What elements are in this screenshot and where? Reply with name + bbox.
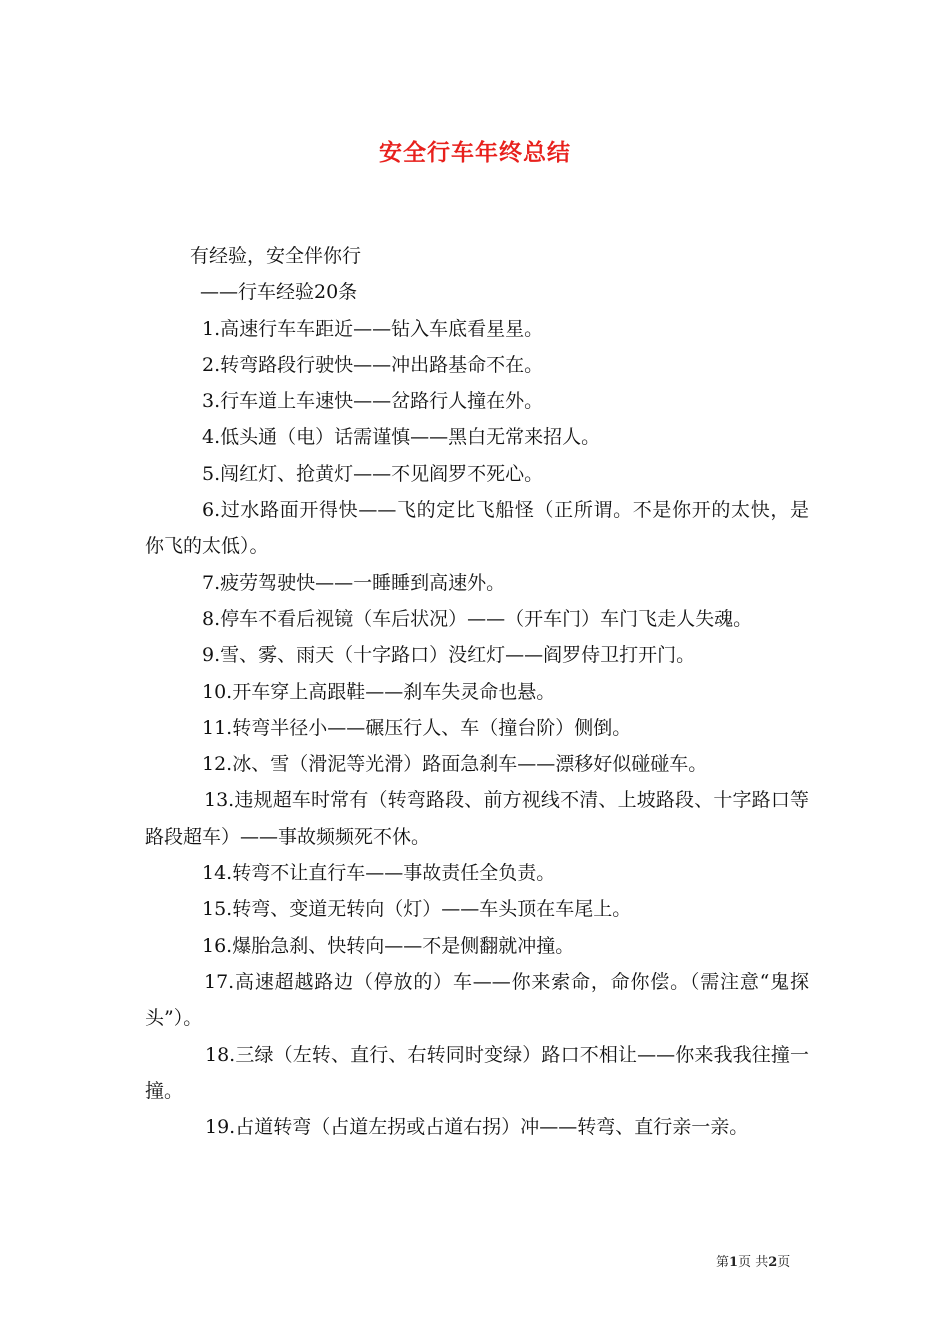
list-item: 18.三绿（左转、直行、右转同时变绿）路口不相让——你来我我往撞一撞。 [145, 1043, 809, 1102]
list-item: 19.占道转弯（占道左拐或占道右拐）冲——转弯、直行亲一亲。 [205, 1116, 749, 1139]
list-item: 10.开车穿上高跟鞋——刹车失灵命也悬。 [202, 680, 556, 703]
page-middle: 页 共 [738, 1255, 769, 1270]
list-item: 9.雪、雾、雨天（十字路口）没红灯——阎罗侍卫打开门。 [202, 644, 696, 667]
list-item: 13.违规超车时常有（转弯路段、前方视线不清、上坡路段、十字路口等路段超车）——事故频频死不休。 [145, 789, 809, 848]
list-item: 3.行车道上车速快——岔路行人撞在外。 [202, 390, 544, 413]
list-item: 7.疲劳驾驶快——一睡睡到高速外。 [202, 571, 506, 594]
current-page-number: 1 [729, 1255, 739, 1270]
list-item: 16.爆胎急刹、快转向——不是侧翻就冲撞。 [202, 934, 575, 957]
page-prefix: 第 [716, 1255, 730, 1270]
subtitle-line: 有经验，安全伴你行 [190, 245, 362, 267]
list-item: 6.过水路面开得快——飞的定比飞船怪（正所谓。不是你开的太快，是你飞的太低）。 [145, 499, 809, 558]
page-number [716, 1251, 790, 1270]
total-pages-number: 2 [768, 1255, 778, 1270]
subtitle-sub-line: ——行车经验20条 [200, 281, 358, 304]
list-item: 1.高速行车车距近——钻入车底看星星。 [202, 317, 544, 340]
list-item: 12.冰、雪（滑泥等光滑）路面急刹车——漂移好似碰碰车。 [202, 753, 708, 776]
list-item: 2.转弯路段行驶快——冲出路基命不在。 [202, 353, 544, 376]
list-item: 14.转弯不让直行车——事故责任全负责。 [202, 862, 556, 885]
list-item: 17.高速超越路边（停放的）车——你来索命，命你偿。（需注意“鬼探头”）。 [145, 970, 809, 1030]
document-title: 安全行车年终总结 [379, 140, 571, 166]
page-suffix: 页 [777, 1255, 791, 1270]
list-item: 4.低头通（电）话需谨慎——黑白无常来招人。 [202, 426, 601, 449]
list-item: 11.转弯半径小——碾压行人、车（撞台阶）侧倒。 [202, 716, 632, 739]
list-item: 8.停车不看后视镜（车后状况）——（开车门）车门飞走人失魂。 [202, 607, 753, 630]
document-body [145, 238, 809, 1145]
list-item: 15.转弯、变道无转向（灯）——车头顶在车尾上。 [202, 898, 632, 921]
list-item: 5.闯红灯、抢黄灯——不见阎罗不死心。 [202, 462, 544, 485]
